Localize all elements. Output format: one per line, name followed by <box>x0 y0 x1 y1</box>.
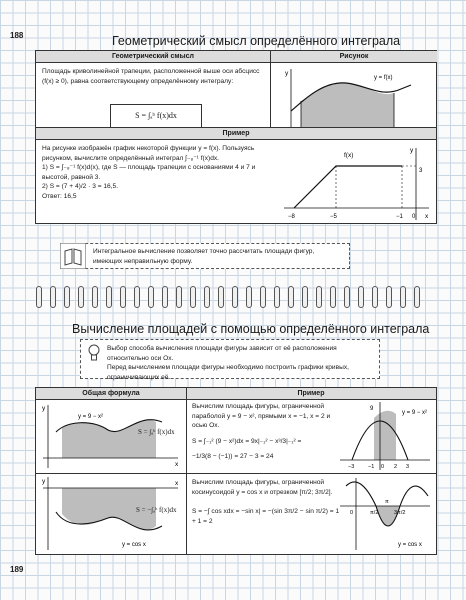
function-line <box>294 166 402 208</box>
row1-example-3: −1/3(8 − (−1)) = 27 − 3 = 24 <box>192 453 274 460</box>
svg-text:x: x <box>175 461 179 468</box>
formula-table <box>35 387 437 555</box>
meaning-text: Площадь криволинейной трапеции, расположенной выше оси абсцисс (f(x) ≥ 0), равна соответствующему определённому интегралу: <box>42 68 260 85</box>
f-label: f(x) <box>344 152 354 159</box>
svg-text:y: y <box>42 478 46 485</box>
svg-text:9: 9 <box>370 406 374 412</box>
example-line-4: Ответ: 16,5 <box>42 192 77 200</box>
example-panel <box>35 127 437 224</box>
page-number-bottom: 189 <box>10 565 24 574</box>
row1-example-1: Вычислим площадь фигуры, ограниченной параболой y = 9 − x², прямыми x = −1, x = 2 и осью Ox. <box>192 403 331 429</box>
page-title-bottom: Вычисление площадей с помощью определённого интеграла <box>72 322 430 336</box>
method-note <box>80 339 380 379</box>
general-formula-2: S = −∫ₐᵇ f(x)dx <box>136 506 177 514</box>
svg-text:3π/2: 3π/2 <box>394 510 406 516</box>
example-line-3: 2) S = (7 + 4)/2 · 3 = 16,5. <box>42 183 119 190</box>
info-note <box>60 243 350 269</box>
info-text: Интегральное вычисление позволяет точно рассчитать площади фигур, имеющих неправильную форму. <box>93 248 315 265</box>
area-fill <box>301 83 394 128</box>
x-label: x <box>425 213 429 220</box>
tick-0: 0 <box>412 214 416 220</box>
note-line-2: Перед вычислением площади фигуры необходимо построить графики кривых, ограничивающих её. <box>107 364 349 381</box>
svg-text:−3: −3 <box>348 464 355 470</box>
example-line-1: На рисунке изображён график некоторой функции y = f(x). Пользуясь рисунком, вычислите определённый интеграл ∫₋₈⁻¹ f(x)dx. <box>42 145 255 162</box>
svg-text:y = cos x: y = cos x <box>122 542 146 548</box>
svg-text:3: 3 <box>406 464 410 470</box>
row2-example-2: S = −∫ cos xdx = −sin x| = −(sin 3π/2 − sin π/2) = 1 + 1 = 2 <box>192 508 340 525</box>
svg-text:π: π <box>385 499 389 505</box>
trapezoid-figure <box>274 142 434 224</box>
general-formula-1: S = ∫ₐᵇ f(x)dx <box>138 428 175 436</box>
example-header: Пример <box>36 128 436 140</box>
y-label: y <box>285 70 289 77</box>
row2-example-1: Вычислим площадь фигуры, ограниченной косинусоидой y = cos x и отрезком [π/2; 3π/2]. <box>192 479 333 496</box>
page-title-top: Геометрический смысл определённого интеграла <box>112 34 401 48</box>
page-number-top: 188 <box>10 31 24 40</box>
meaning-header: Геометрический смысл <box>36 51 270 63</box>
note-line-1: Выбор способа вычисления площади фигуры зависит от её расположения относительно оси Ox. <box>107 345 337 362</box>
row1-example-2: S = ∫₋₁² (9 − x²)dx = 9x|₋₁² − x³/3|₋₁² = <box>192 437 302 445</box>
svg-text:−1: −1 <box>368 464 375 470</box>
svg-text:y = cos x: y = cos x <box>398 542 422 548</box>
general-figure-1 <box>38 400 184 472</box>
col2-header: Пример <box>297 390 325 397</box>
svg-text:y = 9 − x²: y = 9 − x² <box>78 414 104 420</box>
figure-header: Рисунок <box>271 51 437 63</box>
tick-neg1: −1 <box>396 214 403 220</box>
svg-text:2: 2 <box>394 464 398 470</box>
lightbulb-icon <box>87 344 101 362</box>
svg-text:π/2: π/2 <box>370 510 379 516</box>
y-label: y <box>410 147 414 154</box>
parabola-figure <box>336 400 434 472</box>
svg-text:0: 0 <box>350 510 354 516</box>
curve-label: y = f(x) <box>374 75 393 81</box>
svg-text:y = 9 − x²: y = 9 − x² <box>402 410 428 416</box>
cosine-figure <box>336 476 434 552</box>
svg-text:0: 0 <box>381 464 385 470</box>
book-icon <box>60 243 86 269</box>
tick-neg5: −5 <box>330 214 337 220</box>
col1-header: Общая формула <box>82 390 140 397</box>
meaning-formula: S = ∫ₐᵇ f(x)dx <box>110 104 202 128</box>
y-tick-3: 3 <box>419 168 423 174</box>
example-line-2: 1) S = ∫₋₈⁻¹ f(x)d(x), где S — площадь трапеции с основаниями 4 и 7 и высотой, равной 3. <box>42 164 256 181</box>
svg-text:x: x <box>175 480 179 487</box>
svg-text:y: y <box>42 405 46 412</box>
tick-neg8: −8 <box>288 214 295 220</box>
